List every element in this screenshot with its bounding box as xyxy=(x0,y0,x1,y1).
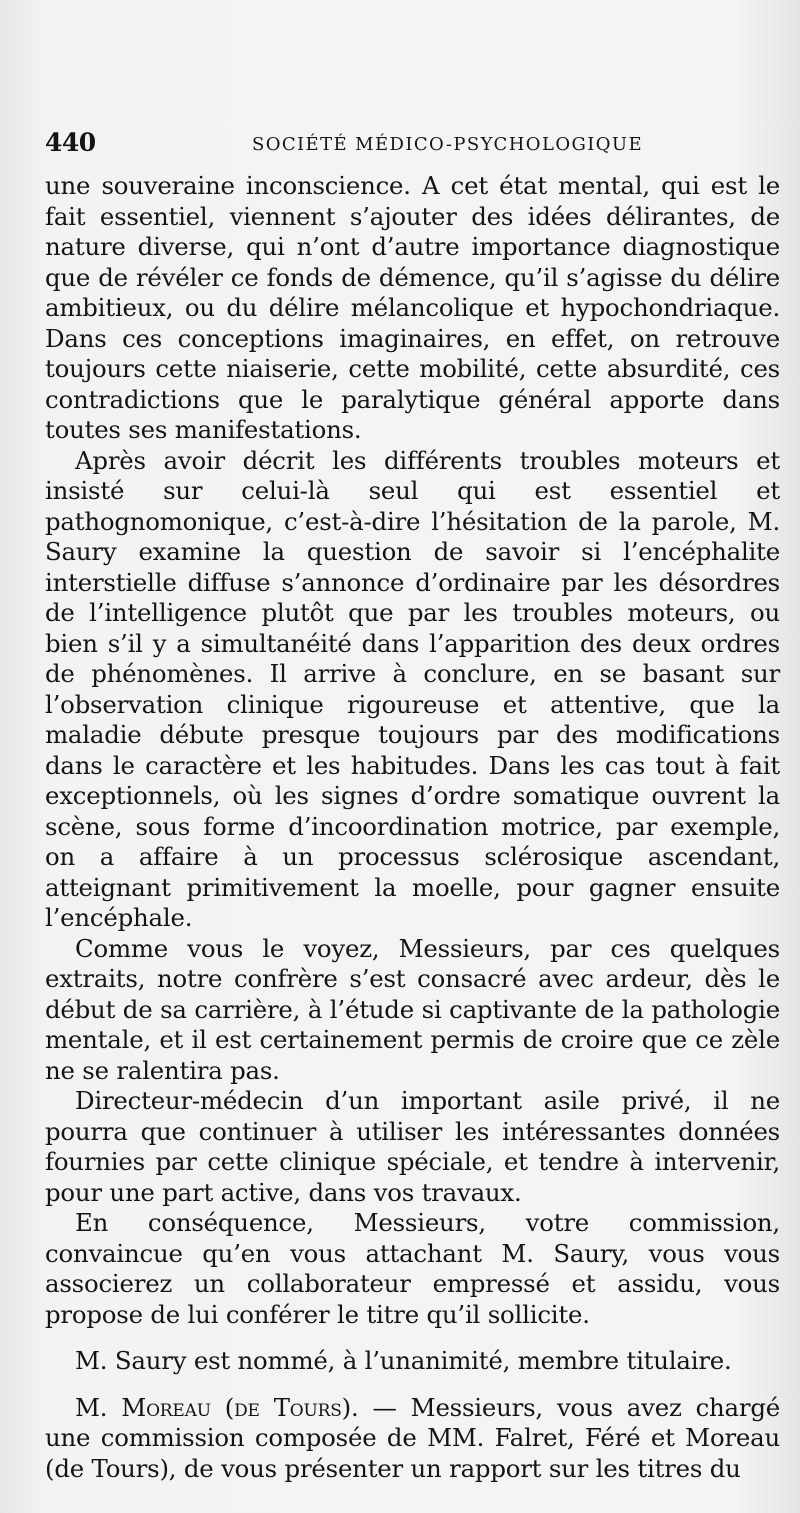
paragraph-6: M. Saury est nommé, à l’unanimité, membre titulaire. xyxy=(75,1346,732,1375)
paragraph-1: une souveraine inconscience. A cet état mental, qui est le fait essentiel, viennent s’ajouter des idées délirantes, de nature diverse, qui n’ont d’autre importance diagnostique que de révéler ce fonds de démence, qu’il s’agisse du délire ambitieux, ou du délire mélancolique et hypochondriaque. Dans ces conceptions imaginaires, en effet, on retrouve toujours cette niaiserie, cette mobilité, cette absurdité, ces contradictions que le paralytique général apporte dans toutes ses manifestations. xyxy=(45,171,780,444)
page-number: 440 xyxy=(45,128,96,157)
journal-title: SOCIÉTÉ MÉDICO-PSYCHOLOGIQUE xyxy=(251,134,644,155)
paragraph-7-text: — Messieurs, vous avez chargé une commission composée de MM. Falret, Féré et Moreau (de Tours), de vous présenter un rapport sur les titres du xyxy=(45,1392,780,1483)
paragraph-7 xyxy=(45,1393,780,1485)
paragraph-3: Comme vous le voyez, Messieurs, par ces quelques extraits, notre confrère s’est consacré avec ardeur, dès le début de sa carrière, à l’étude si captivante de la pathologie mentale, et il est certainement permis de croire que ce zèle ne se ralentira pas. xyxy=(45,933,780,1085)
paragraph-2: Après avoir décrit les différents troubles moteurs et insisté sur celui-là seul qui est essentiel et pathognomonique, c’est-à-dire l’hésitation de la parole, M. Saury examine la question de savoir si l’encéphalite interstielle diffuse s’annonce d’ordinaire par les désordres de l’intelligence plutôt que par les troubles moteurs, ou bien s’il y a simultanéité dans l’apparition des deux ordres de phénomènes. Il arrive à conclure, en se basant sur l’observation clinique rigoureuse et attentive, que la maladie débute presque toujours par des modifications dans le caractère et les habitudes. Dans les cas tout à fait exceptionnels, où les signes d’ordre somatique ouvrent la scène, sous forme d’incoordination motrice, par exemple, on a affaire à un processus sclérosique ascendant, atteignant primitivement la moelle, pour gagner ensuite l’encéphale. xyxy=(45,445,780,932)
speaker-name: M. Moreau (de Tours). xyxy=(75,1392,359,1422)
body-text xyxy=(45,171,780,1484)
paragraph-4: Directeur-médecin d’un important asile privé, il ne pourra que continuer à utiliser les intéressantes données fournies par cette clinique spéciale, et tendre à intervenir, pour une part active, dans vos travaux. xyxy=(45,1086,780,1207)
paragraph-5: En conséquence, Messieurs, votre commission, convaincue qu’en vous attachant M. Saury, vous vous associerez un collaborateur empressé et assidu, vous propose de lui conférer le titre qu’il sollicite. xyxy=(45,1208,780,1329)
running-head xyxy=(45,128,780,160)
